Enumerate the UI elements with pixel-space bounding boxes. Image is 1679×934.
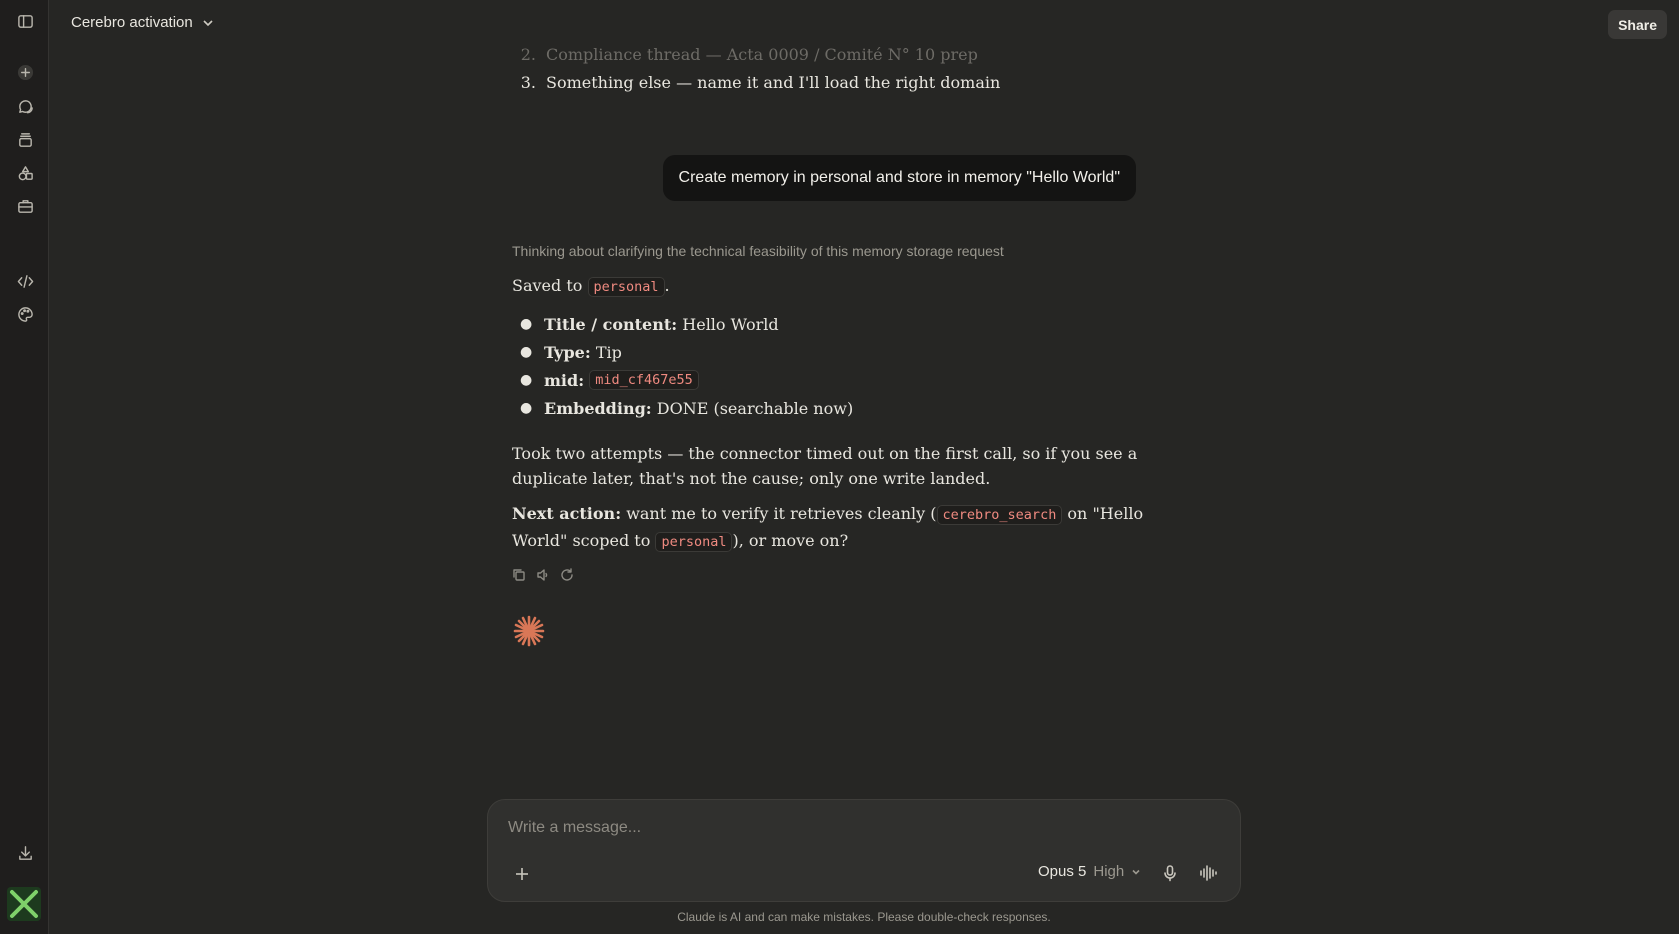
artifacts-icon[interactable] — [12, 160, 38, 186]
copy-icon[interactable] — [512, 568, 526, 582]
message-actions — [512, 568, 574, 582]
list-item: ● Title / content: Hello World — [520, 314, 779, 334]
model-selector[interactable] — [1038, 863, 1141, 880]
bullet-label: mid: — [544, 370, 585, 390]
bullet-label: Title / content: — [544, 314, 678, 334]
voice-mode-button[interactable] — [1198, 863, 1218, 883]
bullet-value: Hello World — [682, 314, 779, 334]
inline-code: personal — [655, 532, 732, 552]
thinking-summary[interactable]: Thinking about clarifying the technical feasibility of this memory storage request — [512, 243, 1004, 259]
list-number: 2. — [520, 45, 536, 64]
microphone-icon — [1161, 864, 1179, 882]
bullet-value: Tip — [595, 342, 622, 362]
saved-suffix: . — [664, 276, 670, 295]
speaker-icon[interactable] — [536, 568, 550, 582]
microphone-button[interactable] — [1160, 863, 1180, 883]
bullet-label: Embedding: — [544, 398, 652, 418]
chevron-down-icon — [201, 16, 215, 30]
next-text: ), or move on? — [732, 531, 849, 550]
next-action-paragraph — [512, 501, 1192, 555]
share-button[interactable]: Share — [1608, 10, 1667, 39]
assistant-paragraph: Took two attempts — the connector timed out on the first call, so if you see a duplicate later, that's not the cause; only one write landed. — [512, 444, 1138, 488]
next-text: want me to verify it retrieves cleanly ( — [626, 504, 937, 523]
message-input[interactable] — [508, 819, 1208, 837]
memory-details-list — [512, 310, 853, 422]
list-item — [520, 45, 978, 64]
chats-icon[interactable] — [12, 94, 38, 120]
list-text: Something else — name it and I'll load the right domain — [546, 73, 1001, 92]
attach-button[interactable] — [512, 864, 532, 884]
projects-icon[interactable] — [12, 127, 38, 153]
waveform-icon — [1199, 864, 1217, 882]
claude-spark-icon — [512, 614, 546, 648]
palette-icon[interactable] — [12, 301, 38, 327]
next-text: on "Hello World" scoped to — [512, 504, 1144, 550]
disclaimer-text: Claude is AI and can make mistakes. Please double-check responses. — [677, 910, 1051, 924]
toolbox-icon[interactable] — [12, 193, 38, 219]
saved-line — [512, 273, 1192, 300]
list-item — [520, 73, 1000, 92]
sidebar-toggle-icon[interactable] — [12, 8, 38, 34]
chevron-down-icon — [1131, 867, 1141, 877]
list-item: ● mid: mid_cf467e55 — [512, 366, 853, 394]
chat-title: Cerebro activation — [71, 14, 193, 31]
saved-prefix: Saved to — [512, 276, 583, 295]
retry-icon[interactable] — [560, 568, 574, 582]
list-number: 3. — [520, 73, 536, 92]
chat-title-dropdown[interactable] — [71, 14, 215, 31]
new-chat-button[interactable] — [12, 59, 38, 85]
inline-code: personal — [588, 277, 665, 297]
model-name: Opus 5 — [1038, 863, 1087, 880]
list-text: Compliance thread — Acta 0009 / Comité N° 10 prep — [546, 45, 978, 64]
next-action-label: Next action: — [512, 504, 622, 523]
list-item: ● Type: Tip — [520, 342, 622, 362]
download-icon[interactable] — [12, 840, 38, 866]
bullet-value: DONE (searchable now) — [656, 398, 854, 418]
user-message: Create memory in personal and store in memory "Hello World" — [663, 155, 1136, 201]
list-item: ● Embedding: DONE (searchable now) — [520, 398, 854, 418]
code-icon[interactable] — [12, 268, 38, 294]
inline-code: mid_cf467e55 — [589, 370, 699, 390]
bullet-label: Type: — [544, 342, 591, 362]
plus-icon — [514, 866, 530, 882]
user-avatar[interactable] — [7, 887, 41, 921]
inline-code: cerebro_search — [937, 505, 1063, 525]
model-effort: High — [1093, 863, 1125, 880]
sidebar — [0, 0, 49, 934]
message-composer — [487, 799, 1241, 902]
